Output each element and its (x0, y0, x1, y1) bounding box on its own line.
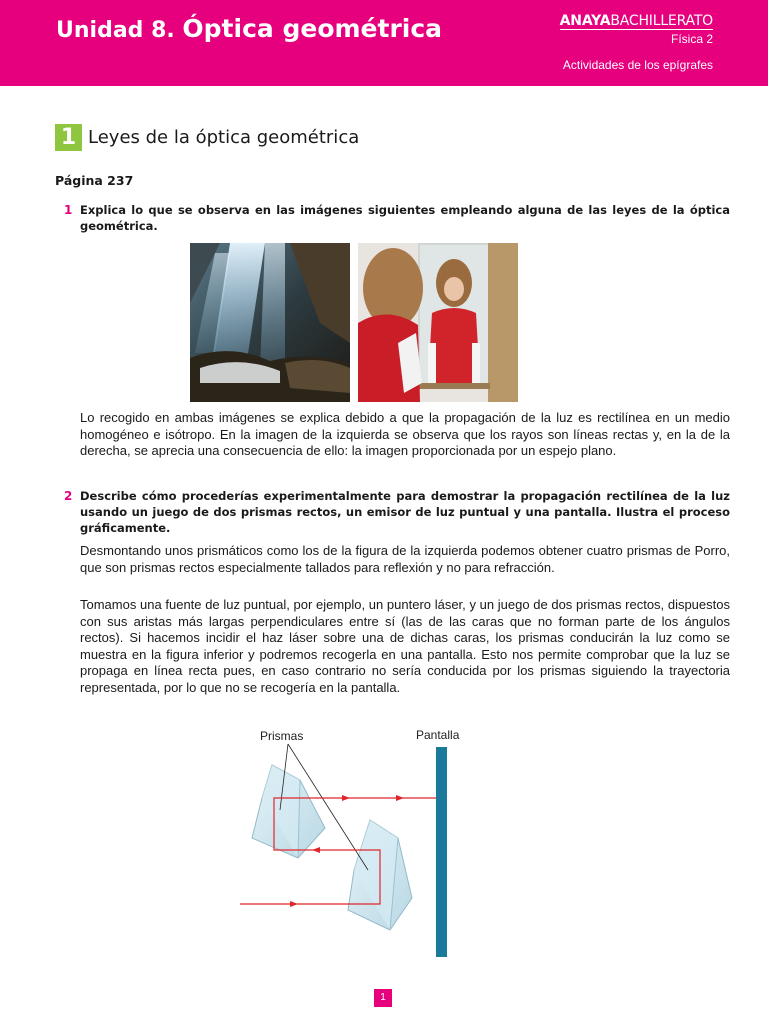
prisms-diagram (230, 720, 490, 965)
question-2-text: Describe cómo procederías experimentalmente para demostrar la propagación rectilínea de la luz usando un juego de dos prismas rectos, un emisor de luz puntual y una pantalla. Ilustra el proceso gráficamente. (80, 489, 730, 535)
prisms-label: Prismas (260, 729, 304, 743)
activities-label: Actividades de los epígrafes (562, 58, 713, 72)
answer-2-paragraph-2: Tomamos una fuente de luz puntual, por ejemplo, un puntero láser, y un juego de dos prismas rectos, dispuestos con sus aristas más largas perpendiculares entre sí (las de las caras que no forman parte de los ángulos rectos). Si hacemos incidir el haz láser sobre una de dichas caras, los prismas conducirán la luz como se muestra en la figura inferior y podremos recogerla en una pantalla. Esto nos permite comprobar que la luz se propaga en línea recta pues, en caso contrario no sería conducida por los prismas siguiendo la trayectoria representada, por lo que no se recogería en la pantalla. (80, 597, 730, 695)
section-title: Leyes de la óptica geométrica (88, 127, 360, 148)
cave-light-rays-photo (190, 243, 350, 402)
unit-name: Óptica geométrica (182, 14, 443, 43)
screen-label: Pantalla (416, 728, 460, 742)
question-1-number: 1 (64, 203, 73, 217)
brand-logo (560, 14, 713, 30)
answer-2-paragraph-1: Desmontando unos prismáticos como los de la figura de la izquierda podemos obtener cuatro prismas de Porro, que son prismas rectos especialmente tallados para reflexión y no para refracción. (80, 543, 730, 575)
section-number-badge: 1 (55, 124, 82, 151)
page-header (0, 0, 768, 86)
question-1-text: Explica lo que se observa en las imágenes siguientes empleando alguna de las leyes de la óptica geométrica. (80, 203, 730, 233)
brand-bachillerato: BACHILLERATO (610, 13, 713, 29)
question-2-number: 2 (64, 489, 73, 503)
brand-anaya: ANAYA (559, 13, 611, 29)
unit-title (56, 14, 442, 43)
answer-1-text: Lo recogido en ambas imágenes se explica debido a que la propagación de la luz es rectilínea en un medio homogéneo e isótropo. En la imagen de la izquierda se observa que los rayos son líneas rectas y, en la de la derecha, se aprecia una consecuencia de ello: la imagen proporcionada por un espejo plano. (80, 410, 730, 458)
subject-label: Física 2 (670, 32, 713, 46)
mirror-reflection-photo (358, 243, 518, 402)
screen-bar (436, 747, 447, 957)
page-reference: Página 237 (55, 173, 134, 188)
unit-prefix: Unidad 8. (56, 18, 175, 43)
prism-upper (252, 765, 325, 858)
page-number: 1 (374, 989, 392, 1007)
